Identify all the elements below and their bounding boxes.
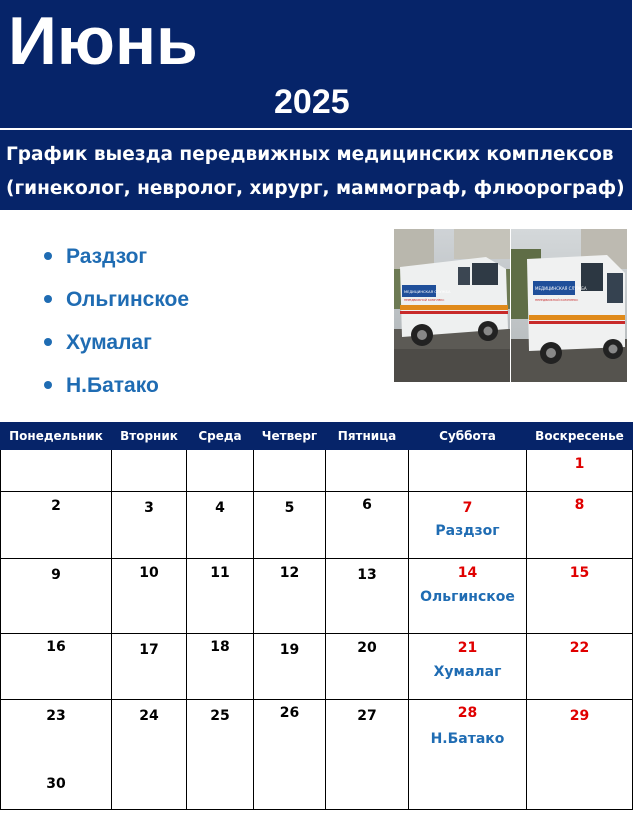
day-number: 4 — [215, 500, 225, 516]
weekday-header: Среда — [187, 423, 254, 450]
weekday-header: Вторник — [112, 423, 187, 450]
day-cell — [112, 450, 187, 492]
day-number: 15 — [569, 565, 590, 581]
day-cell — [112, 700, 187, 810]
weekday-header: Четверг — [254, 423, 326, 450]
day-cell — [326, 634, 409, 700]
day-cell — [326, 450, 409, 492]
day-number: 17 — [139, 642, 159, 658]
day-number: 1 — [574, 456, 585, 472]
village-name: Ольгинское — [66, 288, 190, 311]
event-label: Хумалаг — [433, 664, 502, 680]
day-cell — [112, 634, 187, 700]
day-number: 14 — [457, 565, 478, 581]
event-label: Раздзог — [435, 523, 500, 539]
day-number: 16 — [46, 639, 66, 655]
day-cell — [1, 700, 112, 810]
weekday-header-row — [1, 423, 633, 450]
day-cell — [187, 700, 254, 810]
day-number: 24 — [139, 708, 159, 724]
day-number: 5 — [284, 500, 295, 516]
day-cell — [326, 700, 409, 810]
day-number: 29 — [569, 708, 590, 724]
day-cell — [254, 559, 326, 634]
day-number: 11 — [210, 565, 230, 581]
day-cell — [187, 492, 254, 559]
month-title: Июнь — [8, 3, 198, 79]
day-cell — [409, 559, 527, 634]
bullet-icon — [44, 252, 52, 260]
day-number: 30 — [46, 776, 66, 792]
day-cell — [326, 492, 409, 559]
village-name: Н.Батако — [66, 374, 159, 397]
day-cell — [527, 450, 633, 492]
day-number: 3 — [144, 500, 154, 516]
medical-van-image — [394, 229, 510, 382]
bullet-icon — [44, 381, 52, 389]
weekday-header: Воскресенье — [527, 423, 633, 450]
day-number: 28 — [457, 705, 478, 721]
day-number: 6 — [362, 497, 372, 513]
day-cell — [527, 492, 633, 559]
day-cell — [409, 492, 527, 559]
weekday-header: Суббота — [409, 423, 527, 450]
bullet-icon — [44, 295, 52, 303]
day-number: 19 — [279, 642, 300, 658]
medical-van-image — [511, 229, 627, 382]
day-cell — [527, 559, 633, 634]
day-cell — [187, 559, 254, 634]
svg-text:ПЕРЕДВИЖНОЙ КОМПЛЕКС: ПЕРЕДВИЖНОЙ КОМПЛЕКС — [404, 298, 445, 302]
year-label: 2025 — [274, 83, 350, 121]
day-cell — [409, 700, 527, 810]
week-row — [1, 700, 633, 810]
day-cell — [1, 634, 112, 700]
calendar-table — [0, 422, 633, 810]
svg-text:МЕДИЦИНСКАЯ СЛУЖБА: МЕДИЦИНСКАЯ СЛУЖБА — [404, 290, 451, 294]
village-name: Раздзог — [66, 245, 148, 268]
day-number: 20 — [357, 640, 377, 656]
event-label: Ольгинское — [420, 589, 515, 605]
day-cell — [527, 700, 633, 810]
day-cell — [1, 450, 112, 492]
day-cell — [326, 559, 409, 634]
weekday-header: Пятница — [326, 423, 409, 450]
subtitle-line-2: (гинеколог, невролог, хирург, маммограф, флюорограф) — [6, 178, 625, 199]
day-number: 9 — [51, 567, 61, 583]
svg-text:МЕДИЦИНСКАЯ СЛУЖБА: МЕДИЦИНСКАЯ СЛУЖБА — [535, 286, 587, 291]
subtitle-line-1: График выезда передвижных медицинских комплексов — [6, 144, 614, 165]
week-row — [1, 559, 633, 634]
day-cell — [254, 450, 326, 492]
day-cell — [254, 492, 326, 559]
day-cell — [1, 559, 112, 634]
bullet-icon — [44, 338, 52, 346]
week-row — [1, 450, 633, 492]
day-number: 18 — [210, 639, 230, 655]
day-cell — [254, 700, 326, 810]
day-number: 22 — [569, 640, 590, 656]
day-number: 7 — [462, 500, 473, 516]
day-number: 23 — [46, 708, 66, 724]
weekday-header: Понедельник — [1, 423, 112, 450]
village-item — [44, 367, 189, 410]
day-number: 27 — [357, 708, 377, 724]
day-cell — [409, 450, 527, 492]
van-photo-left — [394, 229, 510, 382]
day-number: 8 — [574, 497, 585, 513]
day-number: 26 — [279, 705, 300, 721]
svg-text:ПЕРЕДВИЖНОЙ КОМПЛЕКС: ПЕРЕДВИЖНОЙ КОМПЛЕКС — [535, 298, 579, 302]
day-number: 25 — [210, 708, 230, 724]
week-row — [1, 492, 633, 559]
village-item — [44, 281, 189, 324]
day-number: 21 — [457, 640, 478, 656]
day-number: 12 — [279, 565, 300, 581]
week-row — [1, 634, 633, 700]
day-cell — [1, 492, 112, 559]
day-cell — [254, 634, 326, 700]
day-cell — [112, 492, 187, 559]
day-number: 10 — [139, 565, 159, 581]
day-cell — [527, 634, 633, 700]
village-item — [44, 324, 189, 367]
day-cell — [187, 634, 254, 700]
day-cell — [409, 634, 527, 700]
van-photo-right — [511, 229, 627, 382]
village-item — [44, 238, 189, 281]
day-cell — [187, 450, 254, 492]
event-label: Н.Батако — [430, 731, 505, 747]
village-name: Хумалаг — [66, 331, 152, 354]
day-cell — [112, 559, 187, 634]
village-list — [44, 238, 189, 410]
day-number: 13 — [357, 567, 377, 583]
day-number: 2 — [51, 498, 61, 514]
